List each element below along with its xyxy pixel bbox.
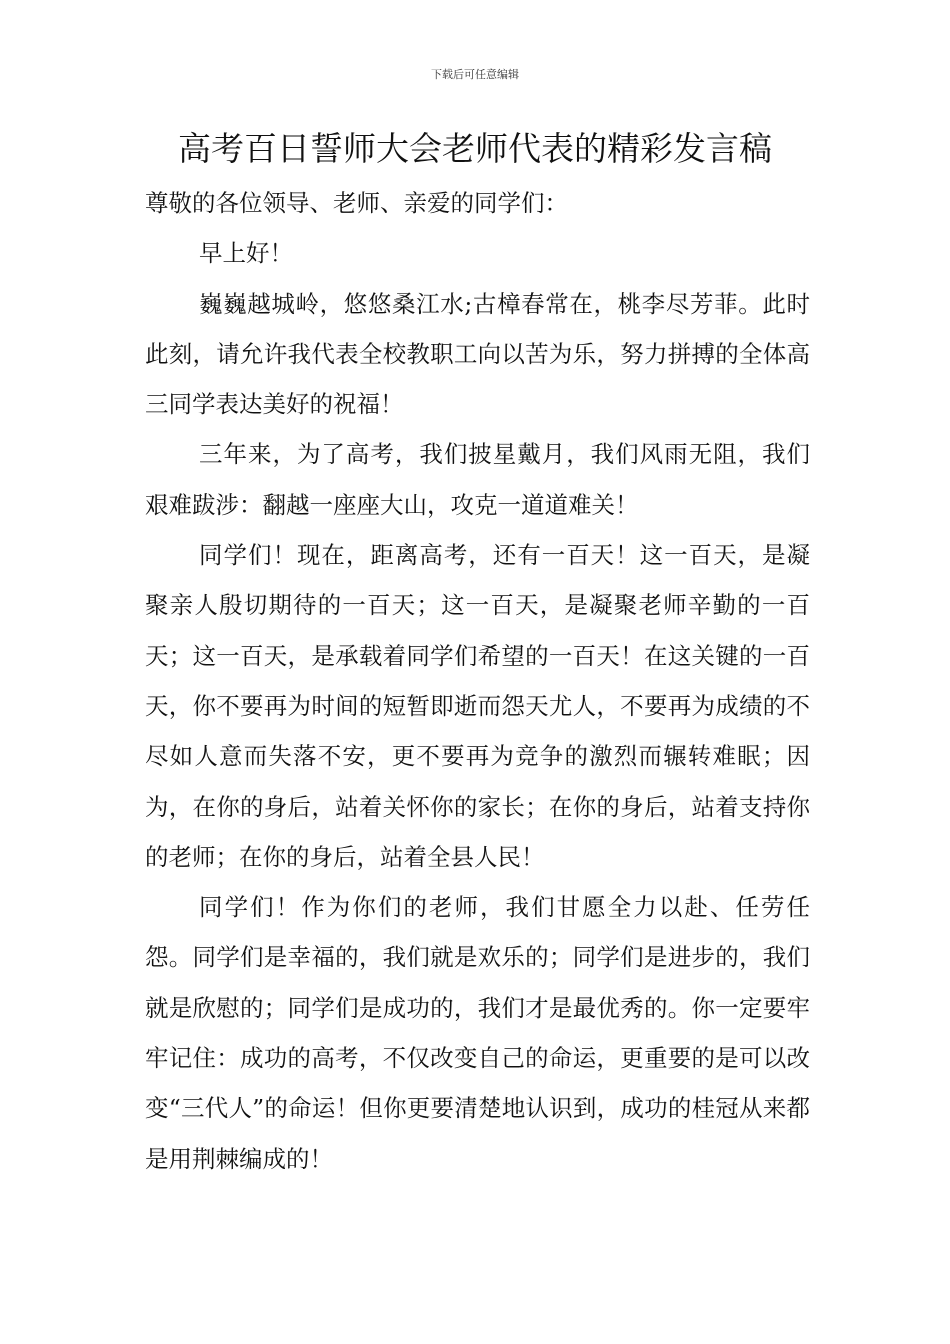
header-note: 下载后可任意编辑	[431, 68, 519, 81]
paragraph: 同学们！作为你们的老师，我们甘愿全力以赴、任劳任怨。同学们是幸福的，我们就是欢乐的；同学们是进步的，我们就是欣慰的；同学们是成功的，我们才是最优秀的。你一定要牢牢记住：成功的高考，不仅改变自己的命运，更重要的是可以改变“三代人”的命运！但你更要清楚地认识到，成功的桂冠从来都是用荆棘编成的！	[145, 893, 810, 1173]
salutation: 尊敬的各位领导、老师、亲爱的同学们：	[145, 189, 568, 217]
greeting: 早上好！	[199, 239, 294, 268]
document-title: 高考百日誓师大会老师代表的精彩发言稿	[178, 129, 772, 168]
paragraph: 同学们！现在，距离高考，还有一百天！这一百天，是凝聚亲人殷切期待的一百天；这一百天，是凝聚老师辛勤的一百天；这一百天，是承载着同学们希望的一百天！在这关键的一百天，你不要再为时间的短暂即逝而怨天尤人，不要再为成绩的不尽如人意而失落不安，更不要再为竞争的激烈而辗转难眠；因为，在你的身后，站着关怀你的家长；在你的身后，站着支持你的老师；在你的身后，站着全县人民！	[145, 541, 810, 871]
paragraph: 巍巍越城岭，悠悠桑江水;古樟春常在，桃李尽芳菲。此时此刻，请允许我代表全校教职工向以苦为乐，努力拼搏的全体高三同学表达美好的祝福！	[145, 289, 810, 419]
document-body	[145, 178, 810, 1184]
paragraph: 三年来，为了高考，我们披星戴月，我们风雨无阻，我们艰难跋涉：翻越一座座大山，攻克一道道难关！	[145, 440, 810, 519]
